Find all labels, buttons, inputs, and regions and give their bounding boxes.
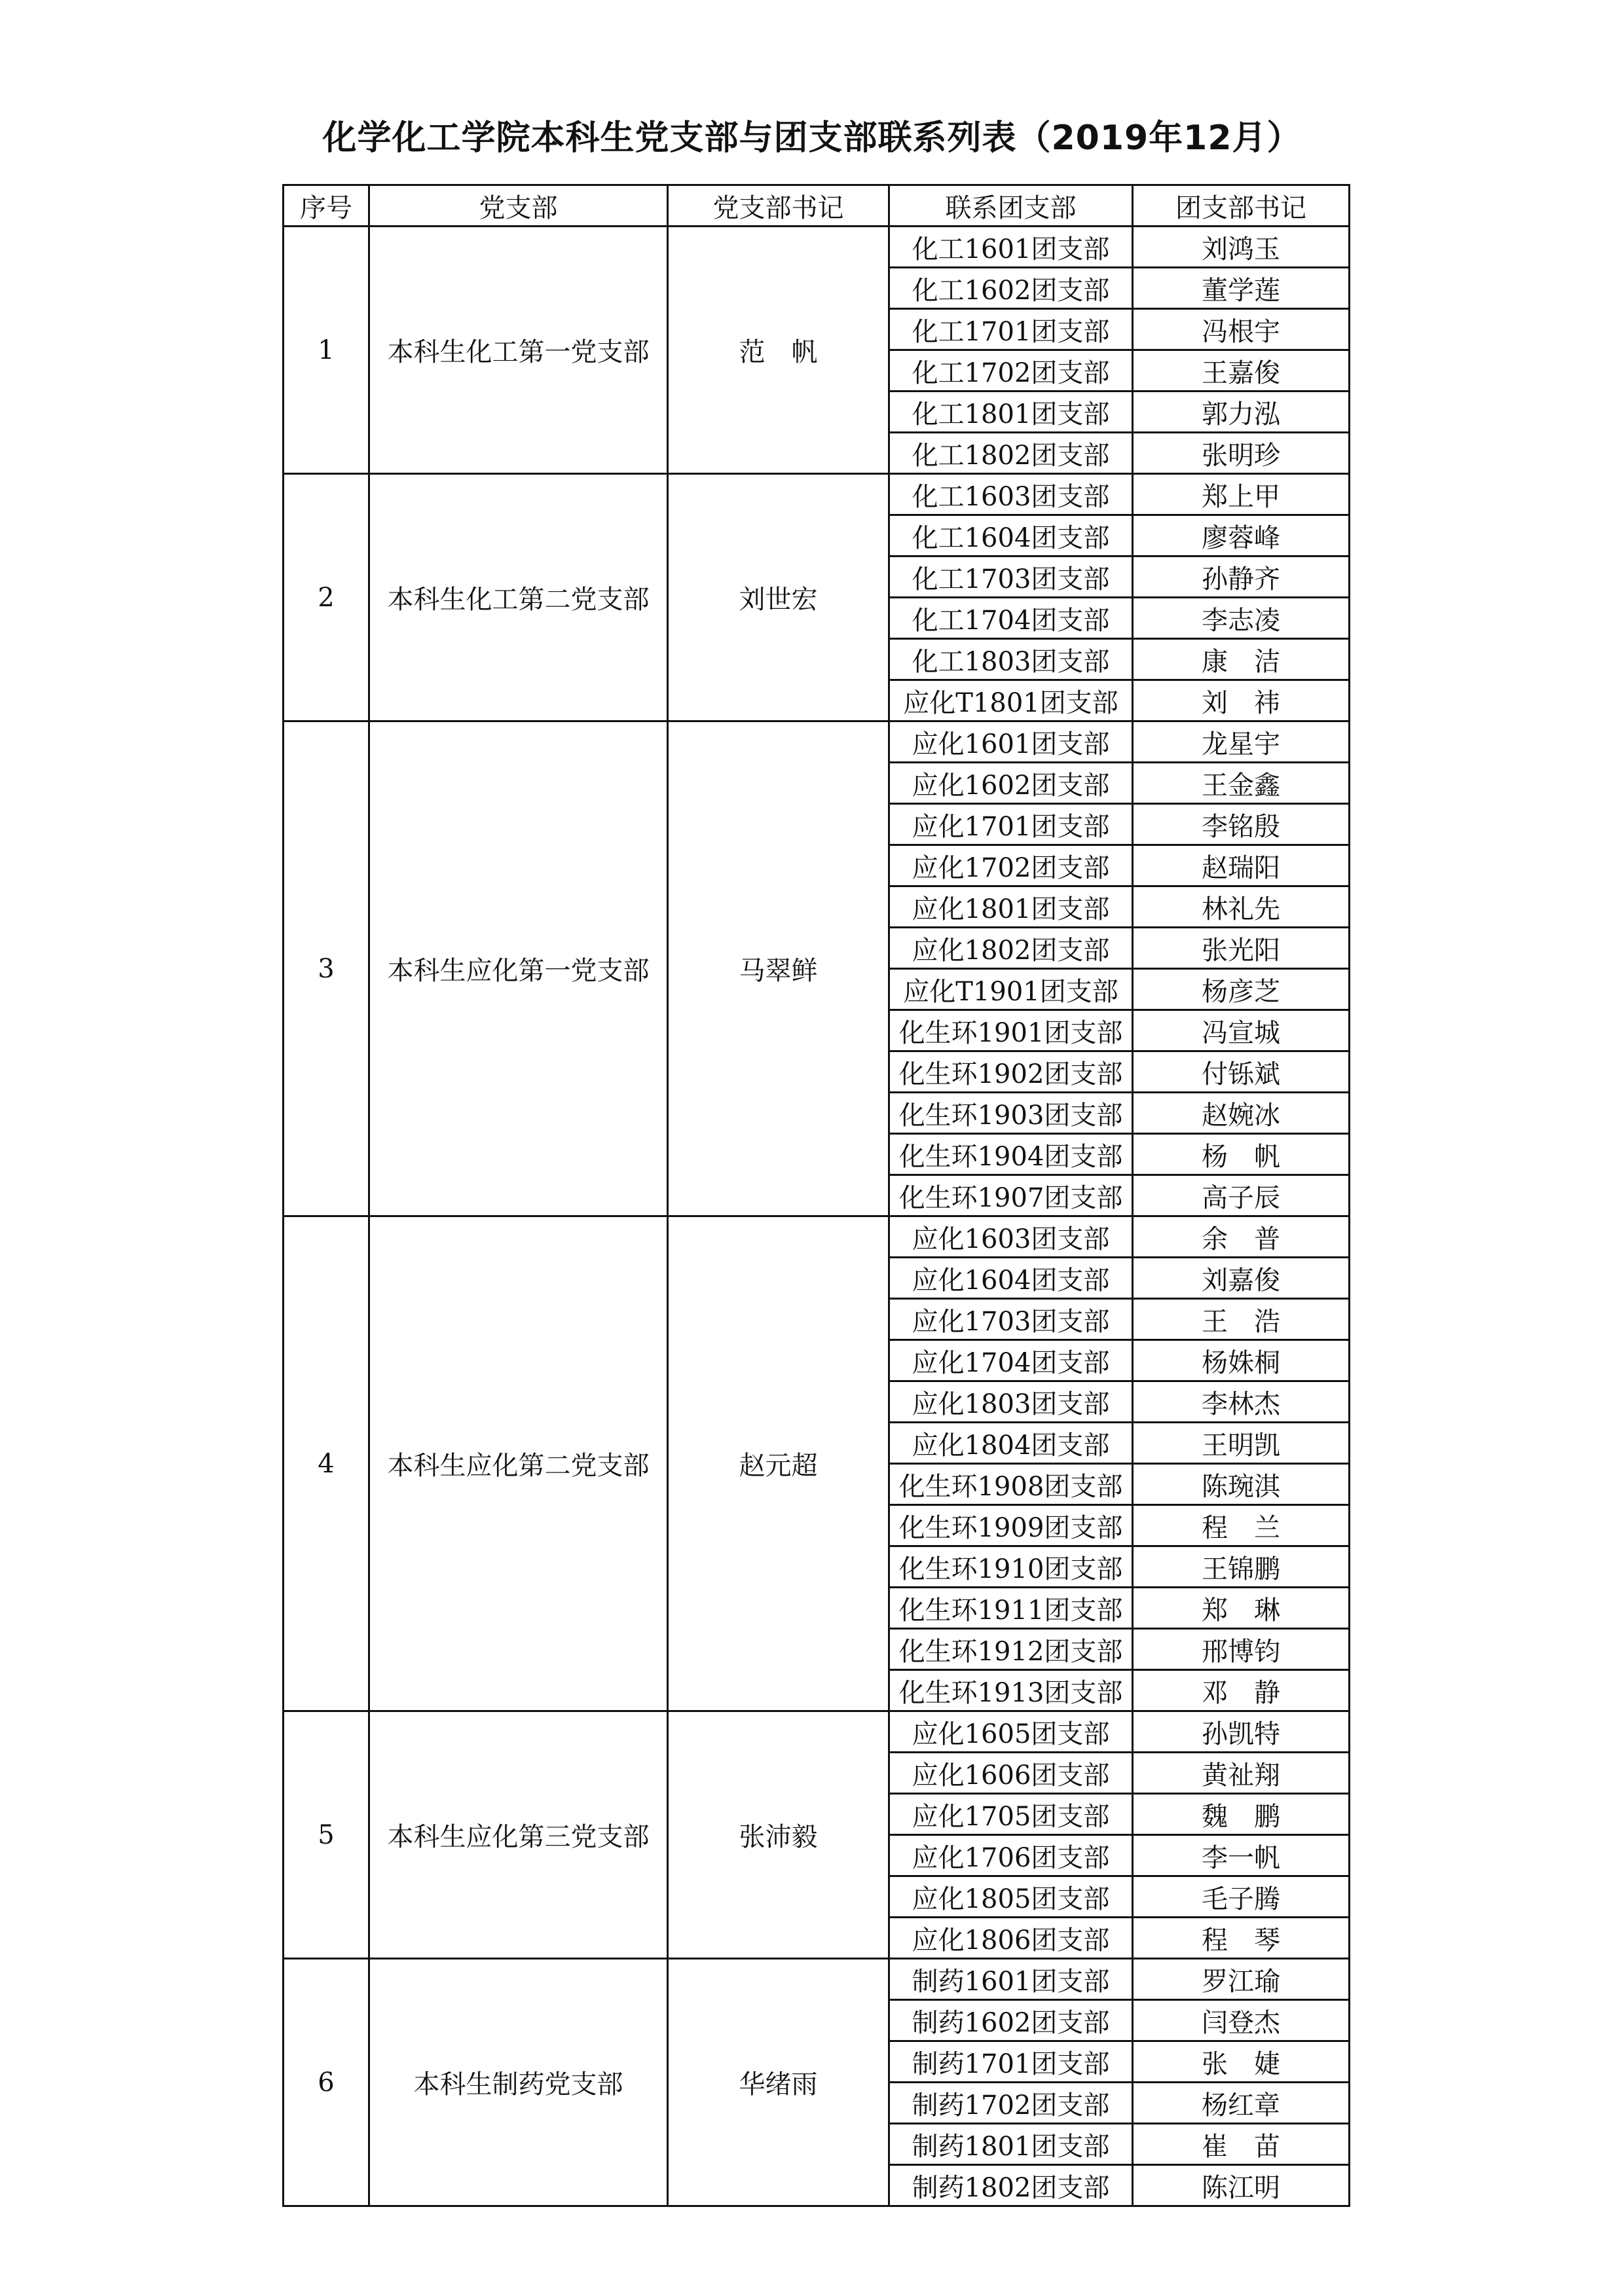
serial-number-cell: 2 [284,474,369,721]
league-branch-cell: 化工1801团支部 [889,392,1133,433]
party-branch-cell: 本科生应化第三党支部 [369,1711,668,1959]
league-branch-cell: 应化1702团支部 [889,845,1133,886]
table-row [284,474,1350,515]
document-title: 化学化工学院本科生党支部与团支部联系列表（2019年12月） [322,118,1302,158]
header-serial-number: 序号 [284,185,369,227]
league-secretary-cell: 廖蓉峰 [1133,515,1350,556]
league-secretary-cell: 罗江瑜 [1133,1959,1350,2000]
league-branch-cell: 应化1606团支部 [889,1753,1133,1794]
league-branch-cell: 应化1804团支部 [889,1423,1133,1464]
league-branch-cell: 应化1604团支部 [889,1258,1133,1299]
table-header-row [284,185,1350,227]
league-secretary-cell: 邢博钧 [1133,1629,1350,1670]
league-secretary-cell: 龙星宇 [1133,721,1350,763]
league-branch-cell: 制药1601团支部 [889,1959,1133,2000]
party-secretary-cell: 马翠鲜 [668,721,889,1216]
league-branch-cell: 化工1603团支部 [889,474,1133,515]
league-branch-cell: 化生环1904团支部 [889,1134,1133,1175]
league-secretary-cell: 张光阳 [1133,928,1350,969]
league-branch-cell: 化工1601团支部 [889,227,1133,268]
league-branch-cell: 化生环1913团支部 [889,1670,1133,1711]
league-secretary-cell: 王明凯 [1133,1423,1350,1464]
league-branch-cell: 应化1706团支部 [889,1835,1133,1876]
league-secretary-cell: 郑上甲 [1133,474,1350,515]
league-secretary-cell: 付铄斌 [1133,1051,1350,1093]
league-secretary-cell: 郑 琳 [1133,1588,1350,1629]
party-secretary-cell: 华绪雨 [668,1959,889,2206]
league-branch-cell: 应化1705团支部 [889,1794,1133,1835]
league-branch-cell: 应化1701团支部 [889,804,1133,845]
party-secretary-cell: 范 帆 [668,227,889,474]
header-party-secretary: 党支部书记 [668,185,889,227]
league-branch-cell: 化生环1911团支部 [889,1588,1133,1629]
table-row [284,721,1350,763]
serial-number-cell: 1 [284,227,369,474]
league-branch-cell: 化工1602团支部 [889,268,1133,309]
league-branch-cell: 化生环1909团支部 [889,1505,1133,1546]
league-branch-cell: 化工1704团支部 [889,598,1133,639]
league-branch-cell: 应化T1901团支部 [889,969,1133,1010]
league-secretary-cell: 林礼先 [1133,886,1350,928]
serial-number-cell: 5 [284,1711,369,1959]
league-secretary-cell: 崔 苗 [1133,2124,1350,2165]
league-secretary-cell: 刘嘉俊 [1133,1258,1350,1299]
league-branch-cell: 应化1602团支部 [889,763,1133,804]
header-league-secretary: 团支部书记 [1133,185,1350,227]
league-secretary-cell: 黄祉翔 [1133,1753,1350,1794]
serial-number-cell: 4 [284,1216,369,1711]
league-secretary-cell: 王锦鹏 [1133,1546,1350,1588]
league-branch-cell: 应化1806团支部 [889,1918,1133,1959]
party-branch-cell: 本科生制药党支部 [369,1959,668,2206]
league-branch-cell: 化生环1907团支部 [889,1175,1133,1216]
league-branch-cell: 应化1601团支部 [889,721,1133,763]
league-secretary-cell: 闫登杰 [1133,2000,1350,2041]
league-secretary-cell: 李一帆 [1133,1835,1350,1876]
league-secretary-cell: 刘 祎 [1133,680,1350,721]
party-branch-cell: 本科生应化第一党支部 [369,721,668,1216]
league-secretary-cell: 魏 鹏 [1133,1794,1350,1835]
league-branch-cell: 化生环1902团支部 [889,1051,1133,1093]
league-secretary-cell: 王 浩 [1133,1299,1350,1340]
league-secretary-cell: 康 洁 [1133,639,1350,680]
league-secretary-cell: 高子辰 [1133,1175,1350,1216]
party-branch-cell: 本科生应化第二党支部 [369,1216,668,1711]
league-branch-cell: 化生环1908团支部 [889,1464,1133,1505]
league-branch-cell: 应化1805团支部 [889,1876,1133,1918]
league-branch-cell: 应化1704团支部 [889,1340,1133,1381]
table-row [284,1711,1350,1753]
league-branch-cell: 化生环1901团支部 [889,1010,1133,1051]
league-secretary-cell: 张明珍 [1133,433,1350,474]
league-secretary-cell: 孙静齐 [1133,556,1350,598]
branch-contact-table [282,184,1350,2207]
party-secretary-cell: 张沛毅 [668,1711,889,1959]
league-branch-cell: 制药1801团支部 [889,2124,1133,2165]
league-secretary-cell: 冯宣城 [1133,1010,1350,1051]
league-branch-cell: 制药1802团支部 [889,2165,1133,2206]
league-branch-cell: 应化1802团支部 [889,928,1133,969]
party-branch-cell: 本科生化工第一党支部 [369,227,668,474]
league-secretary-cell: 杨彦芝 [1133,969,1350,1010]
league-secretary-cell: 李林杰 [1133,1381,1350,1423]
league-secretary-cell: 杨红章 [1133,2083,1350,2124]
league-branch-cell: 制药1702团支部 [889,2083,1133,2124]
league-secretary-cell: 董学莲 [1133,268,1350,309]
party-secretary-cell: 刘世宏 [668,474,889,721]
header-party-branch: 党支部 [369,185,668,227]
serial-number-cell: 3 [284,721,369,1216]
league-branch-cell: 应化T1801团支部 [889,680,1133,721]
league-branch-cell: 应化1703团支部 [889,1299,1133,1340]
league-branch-cell: 制药1701团支部 [889,2041,1133,2083]
league-branch-cell: 化工1703团支部 [889,556,1133,598]
league-branch-cell: 应化1603团支部 [889,1216,1133,1258]
league-branch-cell: 化生环1910团支部 [889,1546,1133,1588]
league-branch-cell: 化生环1903团支部 [889,1093,1133,1134]
league-branch-cell: 化生环1912团支部 [889,1629,1133,1670]
table-body [284,227,1350,2206]
league-branch-cell: 化工1702团支部 [889,350,1133,392]
league-secretary-cell: 陈江明 [1133,2165,1350,2206]
table-row [284,1959,1350,2000]
party-branch-cell: 本科生化工第二党支部 [369,474,668,721]
table-row [284,1216,1350,1258]
league-secretary-cell: 王金鑫 [1133,763,1350,804]
league-secretary-cell: 杨姝桐 [1133,1340,1350,1381]
league-secretary-cell: 王嘉俊 [1133,350,1350,392]
league-secretary-cell: 赵婉冰 [1133,1093,1350,1134]
league-branch-cell: 化工1701团支部 [889,309,1133,350]
league-secretary-cell: 张 婕 [1133,2041,1350,2083]
league-secretary-cell: 郭力泓 [1133,392,1350,433]
header-league-branch: 联系团支部 [889,185,1133,227]
league-secretary-cell: 陈琬淇 [1133,1464,1350,1505]
league-secretary-cell: 邓 静 [1133,1670,1350,1711]
league-branch-cell: 应化1605团支部 [889,1711,1133,1753]
league-secretary-cell: 刘鸿玉 [1133,227,1350,268]
league-secretary-cell: 冯根宇 [1133,309,1350,350]
league-secretary-cell: 赵瑞阳 [1133,845,1350,886]
league-branch-cell: 化工1604团支部 [889,515,1133,556]
league-branch-cell: 化工1803团支部 [889,639,1133,680]
league-secretary-cell: 程 兰 [1133,1505,1350,1546]
league-branch-cell: 制药1602团支部 [889,2000,1133,2041]
league-secretary-cell: 毛子腾 [1133,1876,1350,1918]
league-secretary-cell: 余 普 [1133,1216,1350,1258]
table-row [284,227,1350,268]
league-secretary-cell: 程 琴 [1133,1918,1350,1959]
league-branch-cell: 化工1802团支部 [889,433,1133,474]
league-secretary-cell: 杨 帆 [1133,1134,1350,1175]
serial-number-cell: 6 [284,1959,369,2206]
league-secretary-cell: 李志凌 [1133,598,1350,639]
party-secretary-cell: 赵元超 [668,1216,889,1711]
league-branch-cell: 应化1803团支部 [889,1381,1133,1423]
league-secretary-cell: 李铭殷 [1133,804,1350,845]
league-secretary-cell: 孙凯特 [1133,1711,1350,1753]
league-branch-cell: 应化1801团支部 [889,886,1133,928]
